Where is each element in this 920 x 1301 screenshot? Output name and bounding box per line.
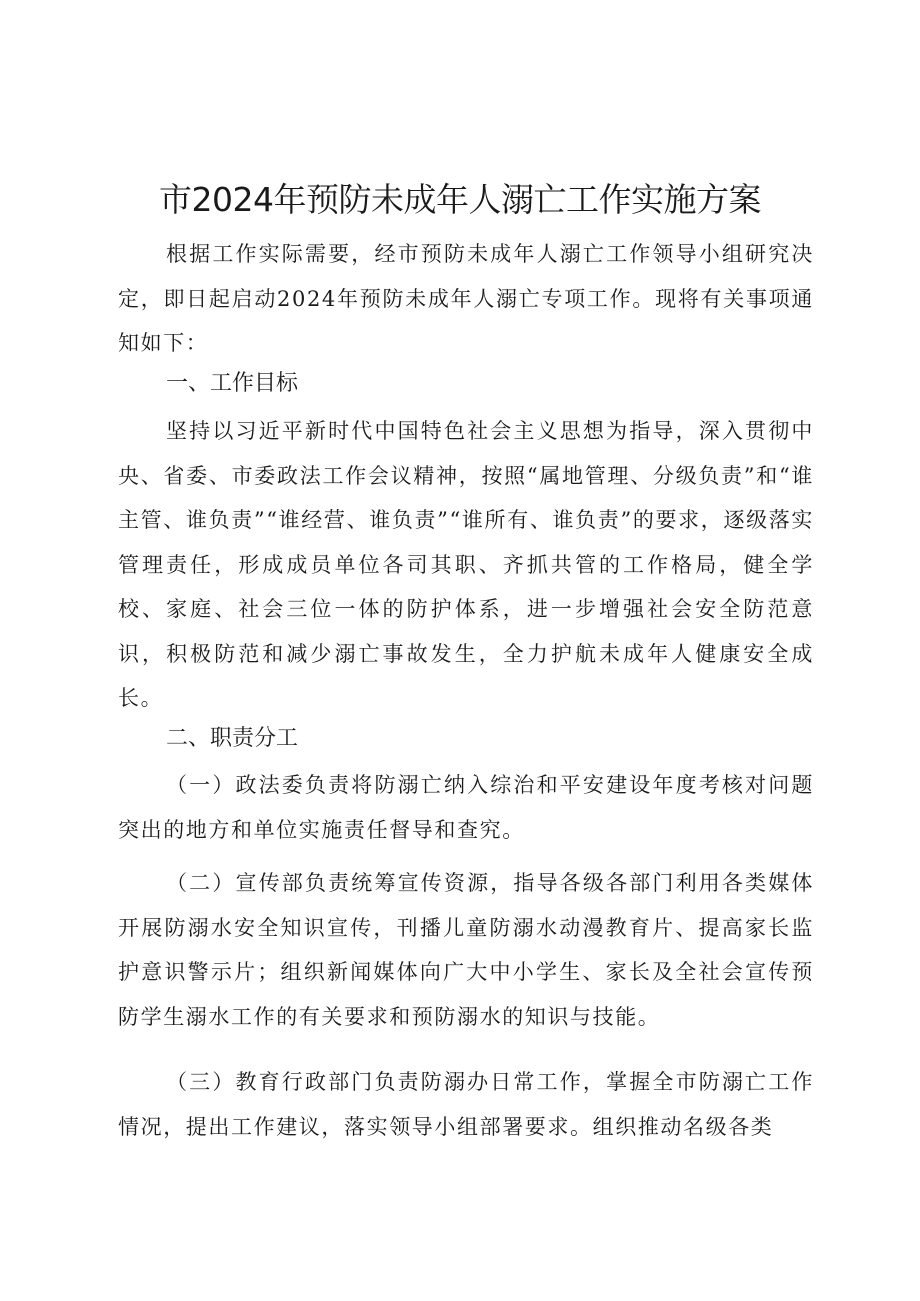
- duty-item-political-committee: （一）政法委负责将防溺亡纳入综治和平安建设年度考核对问题突出的地方和单位实施责任督导和查究。: [118, 773, 814, 842]
- section-heading-duties: 二、职责分工: [166, 726, 299, 751]
- duty-item-publicity-department: （二）宣传部负责统筹宣传资源，指导各级各部门利用各类媒体开展防溺水安全知识宣传，刊播儿童防溺水动漫教育片、提高家长监护意识警示片；组织新闻媒体向广大中小学生、家长及全社会宣传预防学生溺水工作的有关要求和预防溺水的知识与技能。: [118, 871, 814, 1029]
- goals-paragraph: 坚持以习近平新时代中国特色社会主义思想为指导，深入贯彻中央、省委、市委政法工作会议精神，按照“属地管理、分级负责”和“谁主管、谁负责”“谁经营、谁负责”“谁所有、谁负责”的要求，逐级落实管理责任，形成成员单位各司其职、齐抓共管的工作格局，健全学校、家庭、社会三位一体的防护体系，进一步增强社会安全防范意识，积极防范和减少溺亡事故发生，全力护航未成年人健康安全成长。: [118, 419, 814, 710]
- section-heading-goals: 一、工作目标: [166, 371, 299, 396]
- intro-paragraph: 根据工作实际需要，经市预防未成年人溺亡工作领导小组研究决定，即日起启动2024年预防未成年人溺亡专项工作。现将有关事项通知如下：: [118, 242, 814, 355]
- document-title: 市2024年预防未成年人溺亡工作实施方案: [159, 180, 761, 219]
- duty-item-education-department: （三）教育行政部门负责防溺办日常工作，掌握全市防溺亡工作情况，提出工作建议，落实领导小组部署要求。组织推动名级各类: [118, 1070, 814, 1139]
